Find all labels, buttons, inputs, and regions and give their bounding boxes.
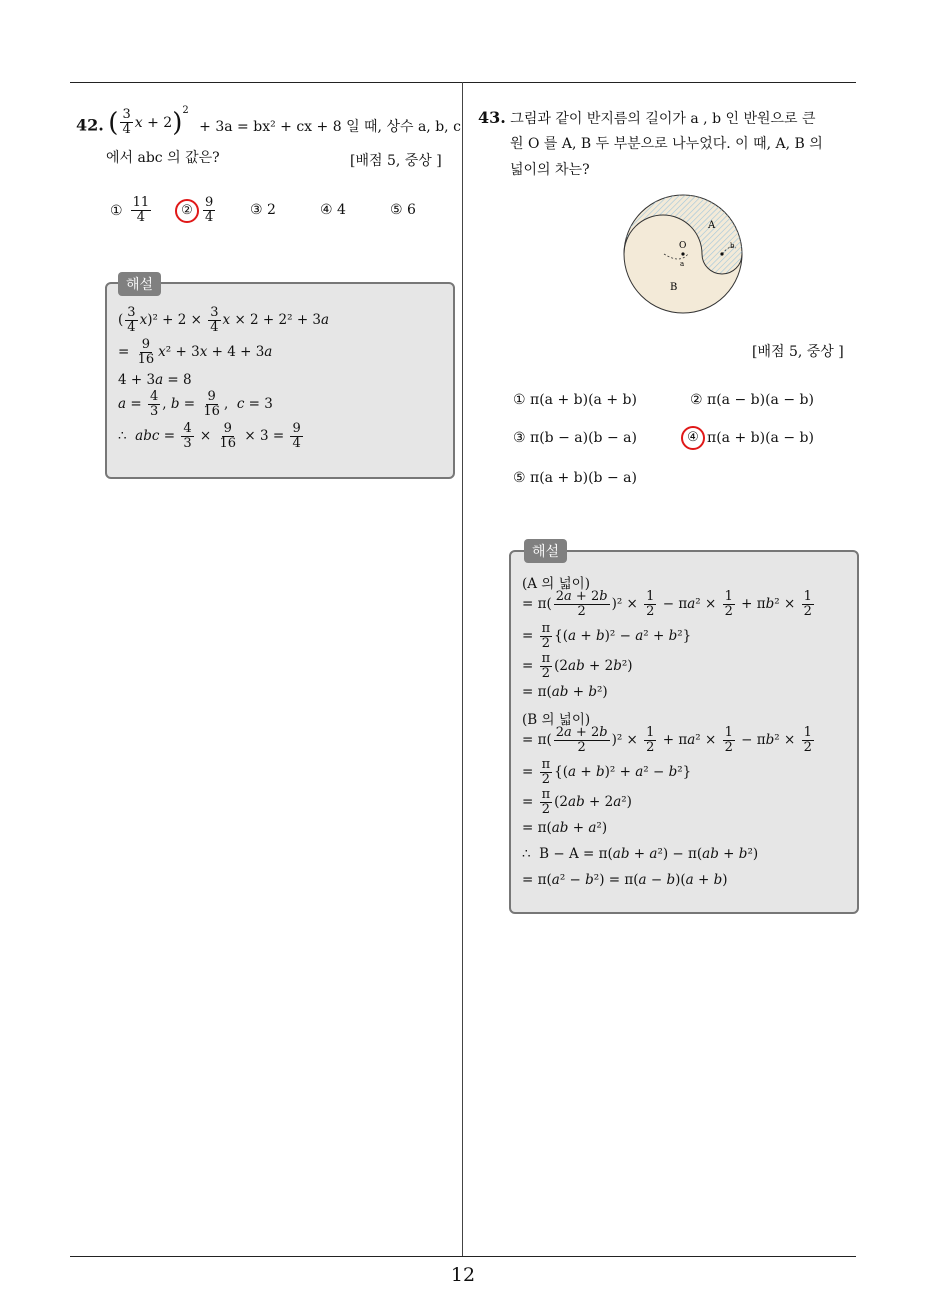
q43-choice-3[interactable]: ③ π(b − a)(b − a) [513,430,637,446]
label-a: A [708,220,716,231]
q43-figure [620,192,746,316]
q43-solution-line-8: = $\frac{\pi}{2}$ {(a + b)² + a² − b²} [522,757,692,787]
q43-solution-line-12: = π(a² − b²) = π(a − b)(a + b) [522,872,728,888]
q43-stem-line-1: 43. 그림과 같이 반지름의 길이가 a , b 인 반원으로 큰 [478,108,816,127]
label-radius-b: b [730,242,735,250]
q43-stem-line-3: 넓이의 차는? [510,162,590,178]
q43-solution-line-1: (A 의 넓이) [522,576,590,592]
q42-choice-5[interactable]: ⑤ 6 [390,202,416,218]
q43-solution-tag: 해설 [524,539,567,563]
q42-stem-tail: + 3a = bx² + cx + 8 일 때, 상수 a, b, c [199,118,461,135]
q42-choice-2[interactable]: ② $\frac{9}{4}$ [180,196,217,225]
q43-solution-line-11: ∴ B − A = π(ab + a²) − π(ab + b²) [522,846,759,862]
q43-solution-line-10: = π(ab + a²) [522,820,608,836]
q43-choice-5[interactable]: ⑤ π(a + b)(b − a) [513,470,637,486]
q42-choice-3[interactable]: ③ 2 [250,202,276,218]
q43-choice-1[interactable]: ① π(a + b)(a + b) [513,392,637,408]
column-divider [462,82,463,1256]
correct-answer-mark: ② [175,199,199,223]
q43-choice-4[interactable]: ④ π(a + b)(a − b) [686,430,814,446]
q42-solution-tag: 해설 [118,272,161,296]
q42-choice-1[interactable]: ① $\frac{11}{4}$ [110,195,150,225]
q42-solution-line-5: ∴ abc = $\frac{4}{3}$ × $\frac{9}{16}$ × 3 = $\frac{9}{4}$ [118,421,301,451]
correct-answer-mark: ④ [681,426,705,450]
page-number: 12 [450,1264,476,1286]
q42-solution-line-4: a = $\frac{4}{3}$ , b = $\frac{9}{16}$ , c = 3 [118,389,273,419]
q43-number: 43. [478,108,506,127]
q43-solution-line-7: = π( $\frac{2a + 2b}{2}$ )² × $\frac{1}{2}$ + πa² × $\frac{1}{2}$ − πb² × $\frac{1}{2}$ [522,725,812,755]
q42-expression: ( $\frac{3}{4}$ x + 2 ) $^2$ [108,104,189,138]
q43-meta: [배점 5, 중상 ] [752,344,844,360]
q43-solution-line-6: (B 의 넓이) [522,712,591,728]
q42-choice-4[interactable]: ④ 4 [320,202,346,218]
q42-solution-line-2: = $\frac{9}{16}$ x² + 3x + 4 + 3a [118,337,273,367]
q42-stem-line2: 에서 abc 의 값은? [106,150,220,166]
label-o: O [679,241,687,251]
q43-stem-line-2: 원 O 를 A, B 두 부분으로 나누었다. 이 때, A, B 의 [510,136,823,152]
label-b: B [670,282,678,293]
q42-solution-line-3: 4 + 3a = 8 [118,372,192,388]
top-rule [70,82,856,83]
q43-solution-line-3: = $\frac{\pi}{2}$ {(a + b)² − a² + b²} [522,621,692,651]
bottom-rule [70,1256,856,1257]
q43-solution-line-5: = π(ab + b²) [522,684,608,700]
q43-solution-line-9: = $\frac{\pi}{2}$ (2ab + 2a²) [522,787,632,817]
q42-number: 42. [76,115,104,135]
q43-solution-line-2: = π( $\frac{2a + 2b}{2}$ )² × $\frac{1}{2}$ − πa² × $\frac{1}{2}$ + πb² × $\frac{1}{2}$ [522,589,812,619]
q42-solution-line-1: ( $\frac{3}{4}$ x)² + 2 × $\frac{3}{4}$ x × 2 + 2² + 3a [118,305,330,335]
q42-stem [76,104,461,138]
q43-solution-line-4: = $\frac{\pi}{2}$ (2ab + 2b²) [522,651,633,681]
label-radius-a: a [680,260,685,268]
q43-choice-2[interactable]: ② π(a − b)(a − b) [690,392,814,408]
q42-meta: [배점 5, 중상 ] [350,153,442,169]
